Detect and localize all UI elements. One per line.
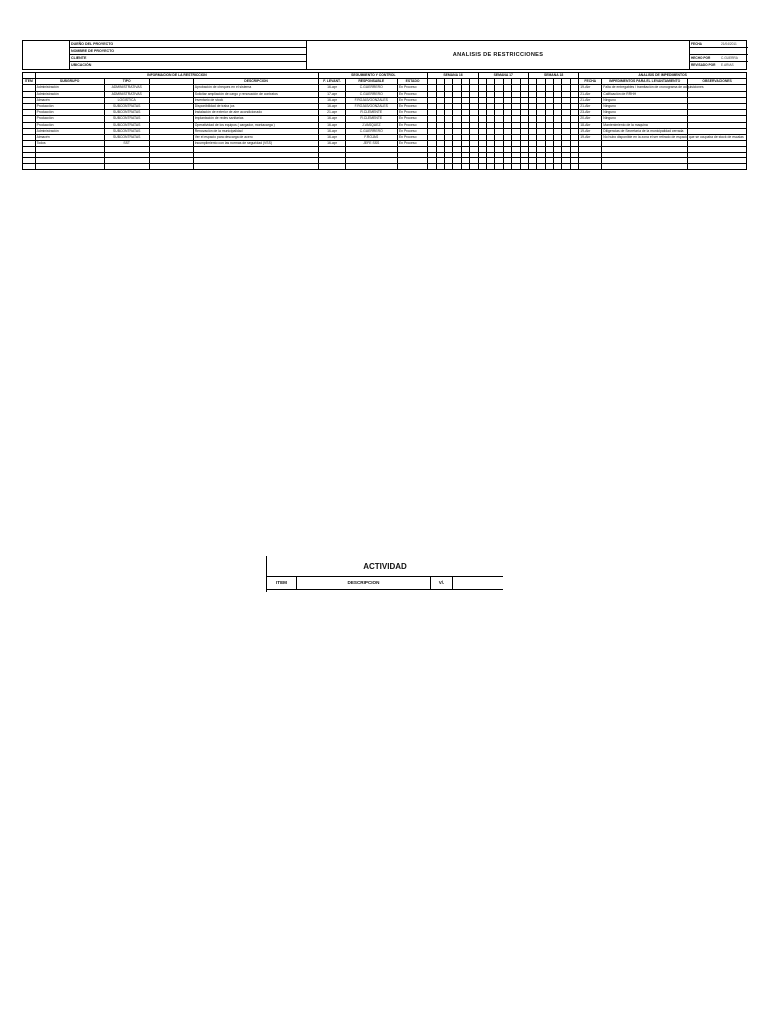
cell-responsable: F.ROJAS: [345, 134, 397, 140]
meta-client-label: CLIENTE: [70, 55, 306, 62]
cell-estado: En Proceso: [397, 134, 427, 140]
cell-responsable: F.ROJAS/GONZALES: [345, 103, 397, 109]
meta-owner-label: DUEÑO DEL PROYECTO: [70, 41, 306, 48]
cell-subgrupo: Producción: [35, 110, 104, 116]
cell-descripcion: Incumplimiento con las normas de seguridad (VSS): [193, 141, 319, 147]
cell-fecha: 23-Abr: [579, 110, 602, 116]
col-impedimentos: IMPEDIMENTOS PARA EL LEVANTAMIENTO: [602, 79, 688, 85]
cell-estado: En Proceso: [397, 141, 427, 147]
cell-descripcion: Solicitar ampliación de cargo y renovación de contratos: [193, 91, 319, 97]
cell-f-levant: 17-apr: [319, 91, 345, 97]
col-responsable: RESPONSABLE: [345, 79, 397, 85]
cell-fecha: 19-Abr: [579, 85, 602, 91]
meta-location-label: UBICACIÓN: [71, 63, 92, 67]
col-subgrupo: SUBGRUPO: [35, 79, 104, 85]
cell-descripcion: Aprobación de cheques en el sistema: [193, 85, 319, 91]
cell-impedimento: Diligencias de Secretaría de la municipalidad cerrada: [602, 128, 688, 134]
cell-descripcion: Implantación de redes sanitarias: [193, 116, 319, 122]
cell-impedimento: Mantenimiento de la maquina: [602, 122, 688, 128]
col-f-levant: F. LEVANT.: [319, 79, 345, 85]
cell-estado: En Proceso: [397, 97, 427, 103]
project-meta: [70, 41, 307, 69]
cell-fecha: 19-Abr: [579, 134, 602, 140]
cell-fecha: 21-Abr: [579, 91, 602, 97]
cell-f-levant: 16-apr: [319, 97, 345, 103]
cell-tipo: ADMINISTRATIVAS: [104, 85, 149, 91]
cell-fecha: 21-Abr: [579, 97, 602, 103]
actividad-title: ACTIVIDAD: [363, 561, 407, 571]
cell-estado: En Proceso: [397, 110, 427, 116]
cell-f-levant: 16-apr: [319, 141, 345, 147]
cell-impedimento: No hubo disponible en la zona el ser retirado de espacio que se ocupaba de stock de escalas: [603, 134, 744, 139]
cell-impedimento: Ninguno: [602, 97, 688, 103]
cell-tipo: SUBCONTRATAS: [104, 122, 149, 128]
cell-estado: En Proceso: [397, 103, 427, 109]
date-label: FECHA: [691, 42, 702, 46]
made-by-label: HECHO POR: [691, 56, 711, 60]
cell-responsable: JEFE SSS: [345, 141, 397, 147]
cell-f-levant: 16-apr: [319, 134, 345, 140]
cell-estado: En Proceso: [397, 85, 427, 91]
col-estado: ESTADO: [397, 79, 427, 85]
actividad-descripcion-header: DESCRIPCION: [297, 577, 431, 589]
cell-impedimento: Ninguno: [602, 110, 688, 116]
date-value: 21/04/2011: [721, 42, 737, 46]
cell-estado: En Proceso: [397, 116, 427, 122]
cell-f-levant: 21-apr: [319, 110, 345, 116]
col-item: ITEM: [23, 79, 36, 85]
cell-subgrupo: Administración: [35, 91, 104, 97]
cell-responsable: C.GUERRERO: [345, 91, 397, 97]
col-fecha: FECHA: [579, 79, 602, 85]
cell-subgrupo: Almacén: [35, 134, 104, 140]
cell-f-levant: 16-apr: [319, 128, 345, 134]
col-observaciones: OBSERVACIONES: [688, 79, 747, 85]
cell-responsable: R.CLEMENTE: [345, 110, 397, 116]
cell-estado: En Proceso: [397, 128, 427, 134]
cell-impedimento: Ninguno: [602, 103, 688, 109]
cell-estado: En Proceso: [397, 91, 427, 97]
logo-box: [23, 41, 70, 69]
cell-f-levant: 16-apr: [319, 116, 345, 122]
cell-descripcion: Renovación de la municipalidad: [193, 128, 319, 134]
cell-subgrupo: Almacén: [35, 97, 104, 103]
group-seguimiento: SEGUIMIENTO Y CONTROL: [319, 73, 428, 79]
cell-descripcion: Inventario de stock: [193, 97, 319, 103]
made-by-value: C.GUERRA: [721, 56, 738, 60]
cell-tipo: SST: [104, 141, 149, 147]
cell-tipo: SUBCONTRATAS: [104, 110, 149, 116]
cell-subgrupo: Producción: [35, 103, 104, 109]
table-row: [23, 164, 747, 170]
cell-f-levant: 16-apr: [319, 85, 345, 91]
reviewed-by-label: REVISADO POR: [691, 63, 716, 67]
restrictions-sheet: [22, 40, 747, 170]
group-semana-18: SEMANA 18: [528, 73, 578, 79]
cell-subgrupo: Todos: [35, 141, 104, 147]
cell-tipo: SUBCONTRATAS: [104, 134, 149, 140]
cell-estado: En Proceso: [397, 122, 427, 128]
cell-fecha: 19-Abr: [579, 128, 602, 134]
header-right-block: [690, 41, 748, 69]
cell-descripcion: Instalación de exterior de aire acondicionado: [193, 110, 319, 116]
page-title: ANALISIS DE RESTRICCIONES: [307, 41, 690, 69]
actividad-block: [266, 556, 503, 592]
sheet-header: [22, 40, 747, 70]
cell-subgrupo: Producción: [35, 122, 104, 128]
cell-tipo: ADMINISTRATIVAS: [104, 91, 149, 97]
cell-responsable: C.GUERRERO: [345, 128, 397, 134]
cell-f-levant: 16-apr: [319, 122, 345, 128]
cell-tipo: SUBCONTRATAS: [104, 103, 149, 109]
actividad-vu-header: V/.: [431, 577, 453, 589]
cell-descripcion: Operatividad de los equipos ( cargador, montacarga ): [193, 122, 319, 128]
cell-tipo: LOGISTICA: [104, 97, 149, 103]
cell-responsable: F.ROJAS/GONZALES: [345, 97, 397, 103]
actividad-header-row: [267, 576, 503, 590]
cell-subgrupo: Producción: [35, 116, 104, 122]
cell-impedimento: Calificación de RRHH: [602, 91, 688, 97]
meta-project-label: NOMBRE DE PROYECTO: [70, 48, 306, 55]
group-semana-17: SEMANA 17: [478, 73, 528, 79]
cell-impedimento: Falta de entregables / tramitación de cronograma de adquisiciones: [603, 85, 704, 90]
cell-fecha: 21-Abr: [579, 103, 602, 109]
restrictions-table: [22, 72, 747, 170]
reviewed-by-value: E.ARIAS: [721, 63, 734, 67]
col-tipo: TIPO: [104, 79, 149, 85]
cell-fecha: 20-Abr: [579, 116, 602, 122]
cell-fecha: 18-Abr: [579, 122, 602, 128]
cell-responsable: J.VASQUEZ: [345, 122, 397, 128]
col-descripcion: DESCRIPCION: [193, 79, 319, 85]
cell-subgrupo: Administración: [35, 85, 104, 91]
cell-tipo: SUBCONTRATAS: [104, 116, 149, 122]
cell-responsable: R.CLEMENTE: [345, 116, 397, 122]
group-analisis: ANALISIS DE IMPEDIMENTOS: [579, 73, 747, 79]
cell-f-levant: 16-apr: [319, 103, 345, 109]
cell-subgrupo: Administración: [35, 128, 104, 134]
group-info: INFORMACION DE LA RESTRICCION: [35, 73, 319, 79]
group-semana-16: SEMANA 16: [428, 73, 478, 79]
cell-responsable: C.GUERRERO: [345, 85, 397, 91]
cell-descripcion: Ver el espacio para descarga de acero: [193, 134, 319, 140]
cell-impedimento: Ninguno: [602, 116, 688, 122]
cell-tipo: SUBCONTRATAS: [104, 128, 149, 134]
cell-descripcion: Disponibilidad de traba jos: [193, 103, 319, 109]
actividad-item-header: ITEM: [267, 577, 297, 589]
